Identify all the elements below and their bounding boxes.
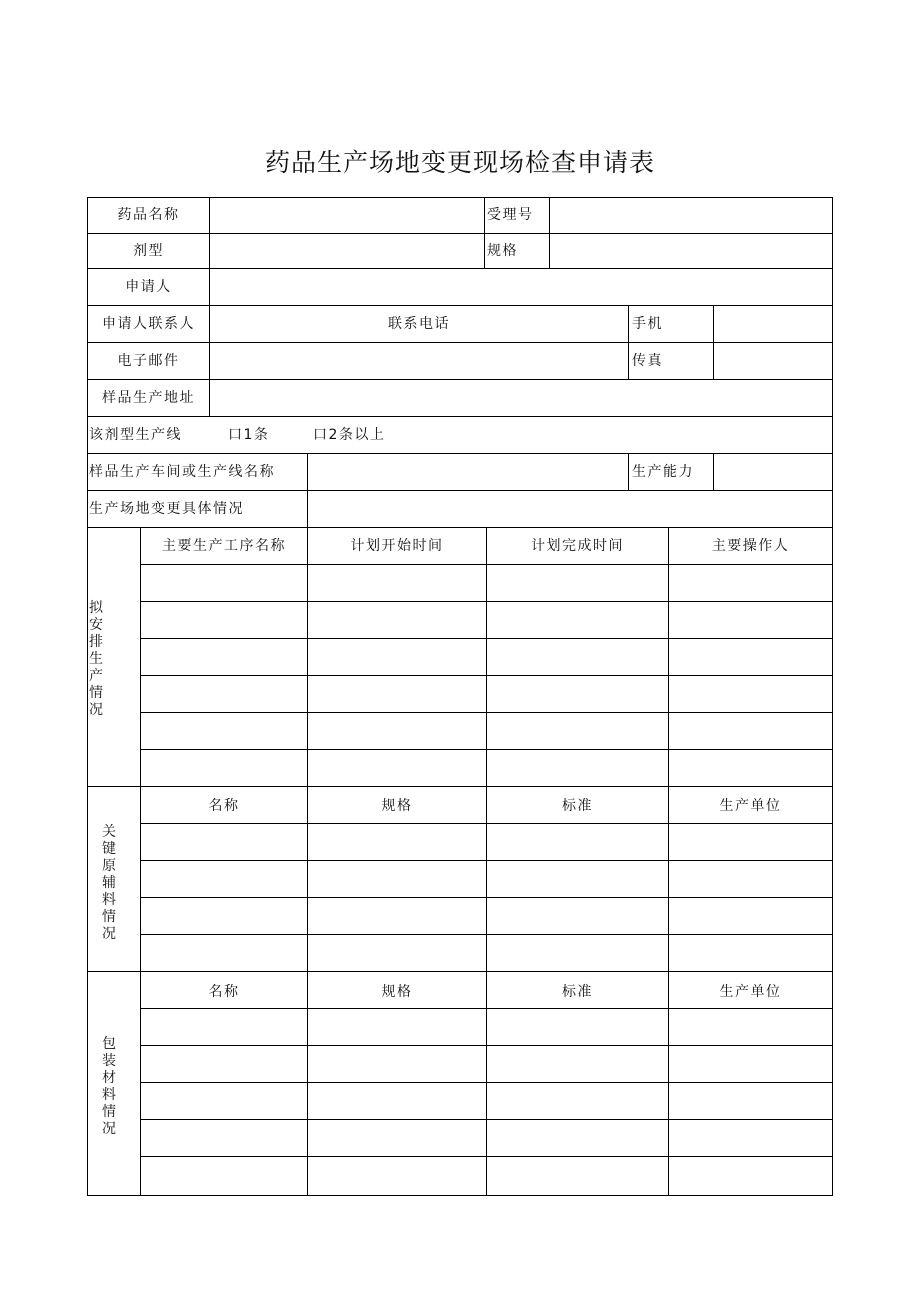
email-field[interactable] [210, 343, 628, 379]
h-line [87, 416, 833, 417]
site-change-label: 生产场地变更具体情况 [89, 501, 244, 517]
fax-field[interactable] [714, 343, 832, 379]
capacity-label: 生产能力 [632, 464, 694, 480]
h-line [87, 971, 833, 972]
contact-phone-label: 联系电话 [388, 316, 450, 332]
v-line [832, 197, 833, 1196]
v-line [486, 527, 487, 1196]
workshop-label: 样品生产车间或生产线名称 [89, 464, 275, 480]
pack-header-spec: 规格 [381, 984, 413, 1000]
acceptance-no-label: 受理号 [487, 207, 534, 223]
v-line [628, 453, 629, 490]
plan-header-process: 主要生产工序名称 [162, 538, 286, 554]
line-option-one[interactable]: 口1条 [228, 427, 270, 443]
dosage-form-field[interactable] [210, 234, 484, 268]
pack-header-standard: 标准 [562, 984, 593, 1000]
dosage-form-label: 剂型 [133, 243, 164, 259]
h-line [87, 786, 833, 787]
mobile-label: 手机 [632, 316, 663, 332]
applicant-field[interactable] [210, 269, 832, 305]
mobile-field[interactable] [714, 306, 832, 342]
v-line [668, 527, 669, 1196]
v-line [140, 527, 141, 1196]
line-count-label: 该剂型生产线 [89, 427, 182, 443]
raw-header-manufacturer: 生产单位 [719, 798, 782, 814]
sample-site-field[interactable] [210, 380, 832, 416]
form-title: 药品生产场地变更现场检查申请表 [264, 148, 655, 177]
specification-field[interactable] [550, 234, 832, 268]
packaging-side-label: 包装材料情况 [102, 1036, 116, 1137]
raw-header-name: 名称 [208, 798, 240, 814]
email-label: 电子邮件 [117, 353, 180, 369]
applicant-contact-label: 申请人联系人 [102, 316, 195, 332]
plan-header-start: 计划开始时间 [350, 538, 444, 554]
acceptance-no-field[interactable] [550, 198, 832, 233]
plan-header-finish: 计划完成时间 [531, 538, 624, 554]
raw-header-spec: 规格 [381, 798, 413, 814]
line-option-two[interactable]: 口2条以上 [313, 427, 386, 443]
workshop-field[interactable] [308, 454, 628, 490]
raw-materials-side-label: 关键原辅料情况 [102, 824, 116, 942]
raw-header-standard: 标准 [562, 798, 593, 814]
fax-label: 传真 [632, 353, 663, 369]
applicant-label: 申请人 [125, 279, 172, 295]
production-plan-side-label: 拟安排生产情况 [89, 600, 103, 718]
v-line [484, 197, 485, 268]
drug-name-label: 药品名称 [117, 207, 180, 223]
plan-header-operator: 主要操作人 [711, 538, 790, 554]
pack-header-name: 名称 [208, 984, 240, 1000]
v-line [307, 527, 308, 1196]
h-line [87, 527, 833, 528]
v-line [628, 305, 629, 379]
sample-site-label: 样品生产地址 [102, 390, 195, 406]
drug-name-field[interactable] [210, 198, 484, 233]
h-line [87, 1195, 833, 1196]
pack-header-manufacturer: 生产单位 [719, 984, 782, 1000]
site-change-field[interactable] [308, 491, 832, 527]
capacity-field[interactable] [714, 454, 832, 490]
specification-label: 规格 [487, 243, 518, 259]
